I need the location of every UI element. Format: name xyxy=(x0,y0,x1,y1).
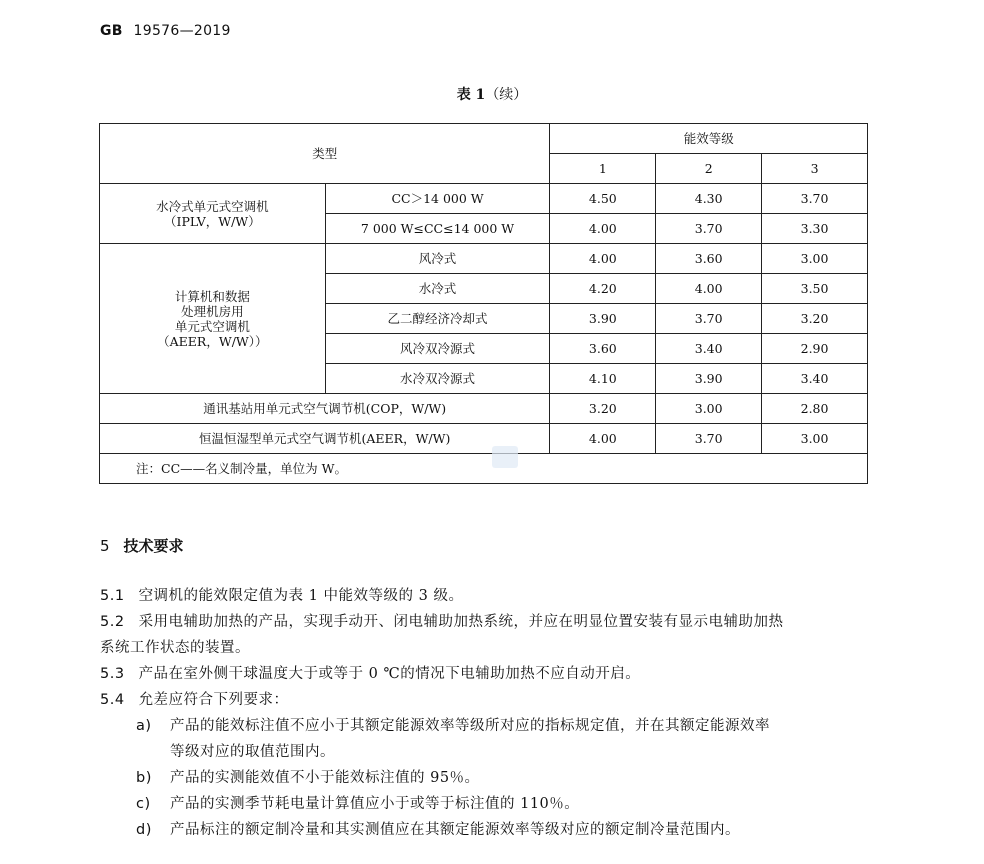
table-cell-sub: 风冷双冷源式 xyxy=(325,334,550,364)
clause-5-1 xyxy=(100,583,880,609)
table-cell-sub: 乙二醇经济冷却式 xyxy=(325,304,550,334)
list-item-b xyxy=(136,765,876,791)
list-item-a xyxy=(136,713,876,765)
group2-name-line3: 单元式空调机 xyxy=(174,318,250,334)
table-caption-title: 表 1 xyxy=(456,87,486,103)
grade-col-1: 1 xyxy=(550,154,656,184)
table-cell: 3.70 xyxy=(656,424,762,454)
clause-number: 5.1 xyxy=(100,588,125,604)
section-title: 技术要求 xyxy=(123,537,184,555)
group2-name-line2: 处理机房用 xyxy=(181,303,244,319)
table-cell: 3.70 xyxy=(656,214,762,244)
table-cell-sub: CC＞14 000 W xyxy=(325,184,550,214)
list-item-text-line1: 产品的能效标注值不应小于其额定能源效率等级所对应的指标规定值，并在其额定能源效率 xyxy=(170,718,770,734)
group2-name-line4: （AEER，W/W）） xyxy=(157,333,268,349)
const-temp-row-name: 恒温恒湿型单元式空气调节机(AEER，W/W) xyxy=(100,424,550,454)
list-item-text: 产品的实测能效值不小于能效标注值的 95％。 xyxy=(170,770,480,786)
table-cell: 4.00 xyxy=(550,214,656,244)
table-cell: 4.00 xyxy=(550,424,656,454)
table-cell: 2.80 xyxy=(762,394,868,424)
table-cell: 3.90 xyxy=(656,364,762,394)
section-heading xyxy=(100,535,184,556)
table-cell: 3.70 xyxy=(656,304,762,334)
list-item-text: 产品标注的额定制冷量和其实测值应在其额定能源效率等级对应的额定制冷量范围内。 xyxy=(170,822,740,838)
group1-name xyxy=(100,184,326,244)
clause-number: 5.2 xyxy=(100,614,125,630)
efficiency-table xyxy=(99,123,868,484)
list-item-label: d) xyxy=(136,822,152,838)
standard-header xyxy=(100,23,231,39)
list-item-label: c) xyxy=(136,796,151,812)
table-cell: 4.00 xyxy=(656,274,762,304)
table-cell-sub: 7 000 W≤CC≤14 000 W xyxy=(325,214,550,244)
table-cell: 3.40 xyxy=(762,364,868,394)
table-cell: 3.60 xyxy=(656,244,762,274)
table-cell-sub: 水冷式 xyxy=(325,274,550,304)
table-caption-cont: （续） xyxy=(485,87,528,103)
grade-col-2: 2 xyxy=(656,154,762,184)
table-cell-sub: 风冷式 xyxy=(325,244,550,274)
clause-text: 产品在室外侧干球温度大于或等于 0 ℃的情况下电辅助加热不应自动开启。 xyxy=(138,666,641,682)
table-cell: 4.50 xyxy=(550,184,656,214)
clause-5-4 xyxy=(100,687,880,713)
standard-prefix: GB xyxy=(100,23,123,39)
section-number: 5 xyxy=(100,537,110,555)
table-cell: 3.70 xyxy=(762,184,868,214)
table-cell: 4.20 xyxy=(550,274,656,304)
table-cell: 3.20 xyxy=(762,304,868,334)
table-cell: 3.00 xyxy=(656,394,762,424)
table-cell: 3.50 xyxy=(762,274,868,304)
group2-name-line1: 计算机和数据 xyxy=(174,288,250,304)
clause-5-2 xyxy=(100,609,880,661)
table-note: 注：CC——名义制冷量，单位为 W。 xyxy=(100,454,868,484)
list-item-text: 产品的实测季节耗电量计算值应小于或等于标注值的 110％。 xyxy=(170,796,580,812)
table-cell: 3.20 xyxy=(550,394,656,424)
table-cell: 3.00 xyxy=(762,244,868,274)
table-cell: 3.60 xyxy=(550,334,656,364)
grade-col-3: 3 xyxy=(762,154,868,184)
clause-5-3 xyxy=(100,661,880,687)
clause-number: 5.4 xyxy=(100,692,125,708)
table-cell: 3.40 xyxy=(656,334,762,364)
clause-text-line2: 系统工作状态的装置。 xyxy=(100,640,250,656)
clause-text: 允差应符合下列要求： xyxy=(138,692,289,708)
group1-name-line1: 水冷式单元式空调机 xyxy=(156,198,269,214)
group1-name-line2: （IPLV，W/W） xyxy=(164,213,261,229)
telecom-row-name: 通讯基站用单元式空气调节机(COP，W/W) xyxy=(100,394,550,424)
table-cell-sub: 水冷双冷源式 xyxy=(325,364,550,394)
list-item-text-line2: 等级对应的取值范围内。 xyxy=(170,744,335,760)
table-cell: 3.30 xyxy=(762,214,868,244)
table-cell: 4.30 xyxy=(656,184,762,214)
table-caption xyxy=(0,84,984,104)
standard-number: 19576—2019 xyxy=(133,23,231,39)
clause-text-line1: 采用电辅助加热的产品，实现手动开、闭电辅助加热系统，并应在明显位置安装有显示电辅助加热 xyxy=(138,614,784,630)
table-cell: 3.00 xyxy=(762,424,868,454)
list-item-label: b) xyxy=(136,770,152,786)
list-item-label: a) xyxy=(136,718,152,734)
table-cell: 4.10 xyxy=(550,364,656,394)
group2-name xyxy=(100,244,326,394)
type-header: 类型 xyxy=(100,124,550,184)
watermark-badge xyxy=(492,446,518,468)
table-cell: 3.90 xyxy=(550,304,656,334)
list-item-c xyxy=(136,791,876,817)
table-cell: 4.00 xyxy=(550,244,656,274)
clause-text: 空调机的能效限定值为表 1 中能效等级的 3 级。 xyxy=(138,588,464,604)
table-cell: 2.90 xyxy=(762,334,868,364)
clause-number: 5.3 xyxy=(100,666,125,682)
list-item-d xyxy=(136,817,876,843)
grade-header: 能效等级 xyxy=(550,124,868,154)
